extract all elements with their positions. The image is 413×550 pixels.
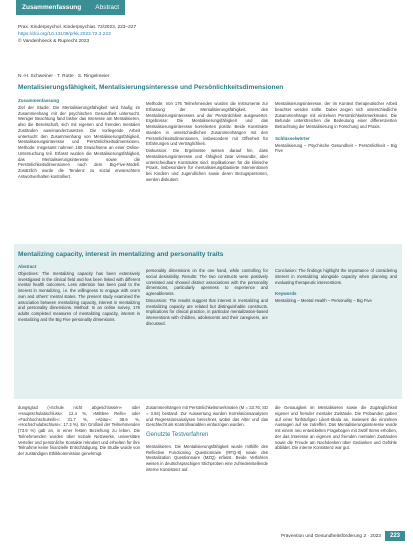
tab-zusammenfassung[interactable]: Zusammenfassung (22, 4, 82, 11)
footer-journal: Prävention und Gesundheitsförderung 2 · 2023 (280, 533, 381, 539)
en-column-2 (146, 268, 268, 328)
de-paragraph: Methode: Von 176 Teilnehmenden wurden die Instrumente zur Erfassung der Mentalisierungsfähigkeit, des Mentalisierungsinteresses und der Persönlichkeit ausgewertet. Ergebnisse: Die Mentalisierungsfähigkeit und das Mentalisierungsinteresse korrelierten positiv. Beide Konstrukte standen in unterschiedlichen Zusammenhängen mit den Persönlichkeitsdimensionen, insbesondere mit Offenheit für Erfahrungen und Verträglichkeit. (146, 101, 268, 147)
title-german: Mentalisierungsfähigkeit, Mentalisierungsinteresse und Persönlichkeitsdimensionen (18, 84, 284, 91)
body-column-3 (275, 405, 397, 452)
body-column-2 (146, 405, 268, 474)
page-number: 223 (385, 531, 405, 541)
header-tabs (16, 0, 125, 15)
body-paragraph: Zusammenhängen mit Persönlichkeitsmerkmalen (M = 23.76; SD = 3.84) bestand. Zur Auswertung wurden Korrelationsanalysen und Regressionsanalysen berechnet, wobei das Alter und das Geschlecht als Kontrollvariablen einbezogen wurden. (146, 405, 268, 428)
de-paragraph: Mentalisierungsinteresse, der im Kontext therapeutischer Arbeit beachtet werden sollte. Dabei zeigen sich unterschiedliche Zusammenhänge mit einzelnen Persönlichkeitsmerkmalen. Die Befunde unterstreichen die Bedeutung einer differenzierten Betrachtung der Mentalisierung in Forschung und Praxis. (275, 101, 397, 129)
en-paragraph: Discussion: The results suggest that interest in mentalizing and mentalizing capacity are related but distinguishable constructs. Implications for clinical practice, in particular mentalization-based interventions with children, adolescents and their caregivers, are discussed. (146, 297, 268, 326)
body-column-1 (18, 405, 140, 458)
en-paragraph: Objectives: The mentalizing capacity has been extensively investigated in the clinical field and has been linked with different mental health outcomes. Less attention has been paid to the interest in mentalizing, i.e. the willingness to engage with one's own and others' mental states. The present study examined the association between mentalizing capacity, interest in mentalizing and personality dimensions. Method: In an online survey, 176 adults completed measures of mentalizing capacity, interest in mentalizing and the Big Five personality dimensions. (18, 270, 140, 322)
body-paragraph: Mentalisieren. Die Mentalisierungsfähigkeit wurde mithilfe des Reflective Functioning Questionnaire (RFQ-8) sowie des Mentalization Questionnaire (MZQ) erfasst. Beide Verfahren weisen in deutschsprachigen Stichproben eine zufriedenstellende interne Konsistenz auf. (146, 443, 268, 472)
de-column-3 (275, 101, 397, 155)
de-abstract-heading: Zusammenfassung (18, 98, 60, 103)
page-footer (265, 529, 405, 543)
title-english: Mentalizing capacity, interest in mentalizing and personality traits (18, 251, 224, 258)
de-column-1 (18, 98, 140, 181)
de-keywords-heading: Schlüsselwörter (275, 135, 310, 141)
body-paragraph: dungsgrad (»Schule nicht abgeschlossen« oder »Hauptschulabschluss«: 12.4 %, »Mittlere Reife« oder »Fachhochschulreife«: 31.7 %, »Abitur«: 38.6 %, »Hochschulabschluss«: 17.3 %). Ein Großteil der Teilnehmenden (73.9 %) gab an, in einer festen Beziehung zu leben. Die Teilnehmenden wurden über soziale Netzwerke, universitäre Verteiler und persönliche Kontakte rekrutiert und erhielten für ihre Teilnahme keine finanzielle Entschädigung. Die Studie wurde von der zuständigen Ethikkommission genehmigt. (18, 405, 140, 456)
authors: N.-H. Schweiner · T. Rutte · S. Ringelmeier (18, 74, 110, 79)
en-paragraph: Conclusion: The findings highlight the importance of considering interest in mentalizing alongside capacity when planning and evaluating therapeutic interventions. (275, 268, 397, 285)
en-keywords: Mentalizing – Mental Health – Personality – Big Five (275, 298, 372, 303)
section-heading: Genutzte Testverfahren (146, 432, 209, 438)
copyright: © Vandenhoeck & Ruprecht 2023 (18, 39, 90, 44)
body-paragraph: die Genauigkeit im Mentalisieren sowie die Zugänglichkeit eigener und fremder mentaler Zustände. Die Probanden gaben auf einer fünfstufigen Likert-Skala an, inwieweit die einzelnen Aussagen auf sie zutreffen. Das Mentalisierungsinteresse wurde mit einem neu entwickelten Fragebogen mit zwölf Items erhoben, der das Interesse an eigenen und fremden mentalen Zuständen sowie die Freude am Nachdenken über Gedanken und Gefühle abbildet. Die interne Konsistenz war gut. (275, 405, 397, 451)
en-abstract-heading: Abstract (18, 264, 37, 269)
de-paragraph: Diskussion: Die Ergebnisse weisen darauf hin, dass Mentalisierungsinteresse und -fähigkeit zwar verwandte, aber unterscheidbare Konstrukte sind. Implikationen für die klinische Praxis, insbesondere für mentalisierungsbasierte Interventionen bei Kindern und Jugendlichen sowie deren Bezugspersonen, werden diskutiert. (146, 148, 268, 182)
de-column-2 (146, 101, 268, 184)
de-paragraph: Ziel der Studie: Die Mentalisierungsfähigkeit wird häufig im Zusammenhang mit der psychischen Gesundheit untersucht. Weniger Beachtung fand bisher das Interesse am Mentalisieren, also die Bereitschaft, sich mit eigenen und fremden mentalen Zuständen auseinanderzusetzen. Die vorliegende Arbeit untersucht den Zusammenhang von Mentalisierungsfähigkeit, Mentalisierungsinteresse und Persönlichkeitsdimensionen. Methode: Insgesamt nahmen 180 Erwachsene an einer Online-Untersuchung teil. Erfasst wurden die Mentalisierungsfähigkeit, das Mentalisierungsinteresse sowie die Persönlichkeitsdimensionen nach dem Big-Five-Modell. Zusätzlich wurde die Tendenz zu sozial erwünschtem Antwortverhalten kontrolliert. (18, 104, 140, 179)
en-keywords-heading: Keywords (275, 291, 297, 297)
article-meta (18, 24, 398, 45)
tab-abstract[interactable]: Abstract (95, 4, 120, 11)
en-column-3 (275, 268, 397, 305)
en-paragraph: personality dimensions on the one hand, while controlling for social desirability. Results: The two constructs were positively correlated and showed distinct associations with the personality dimensions, particularly openness to experience and agreeableness. (146, 268, 268, 296)
doi-link[interactable]: https://doi.org/10.13109/prkk.2023.72.3.223 (18, 32, 111, 37)
de-keywords: Mentalisierung – Psychische Gesundheit – Persönlichkeit – Big Five (275, 142, 397, 154)
en-column-1 (18, 264, 140, 324)
journal-line: Prax. Kinderpsychol. Kinderpsychiat. 72/2023, 223–227 (18, 25, 137, 30)
header-bar (0, 0, 413, 18)
